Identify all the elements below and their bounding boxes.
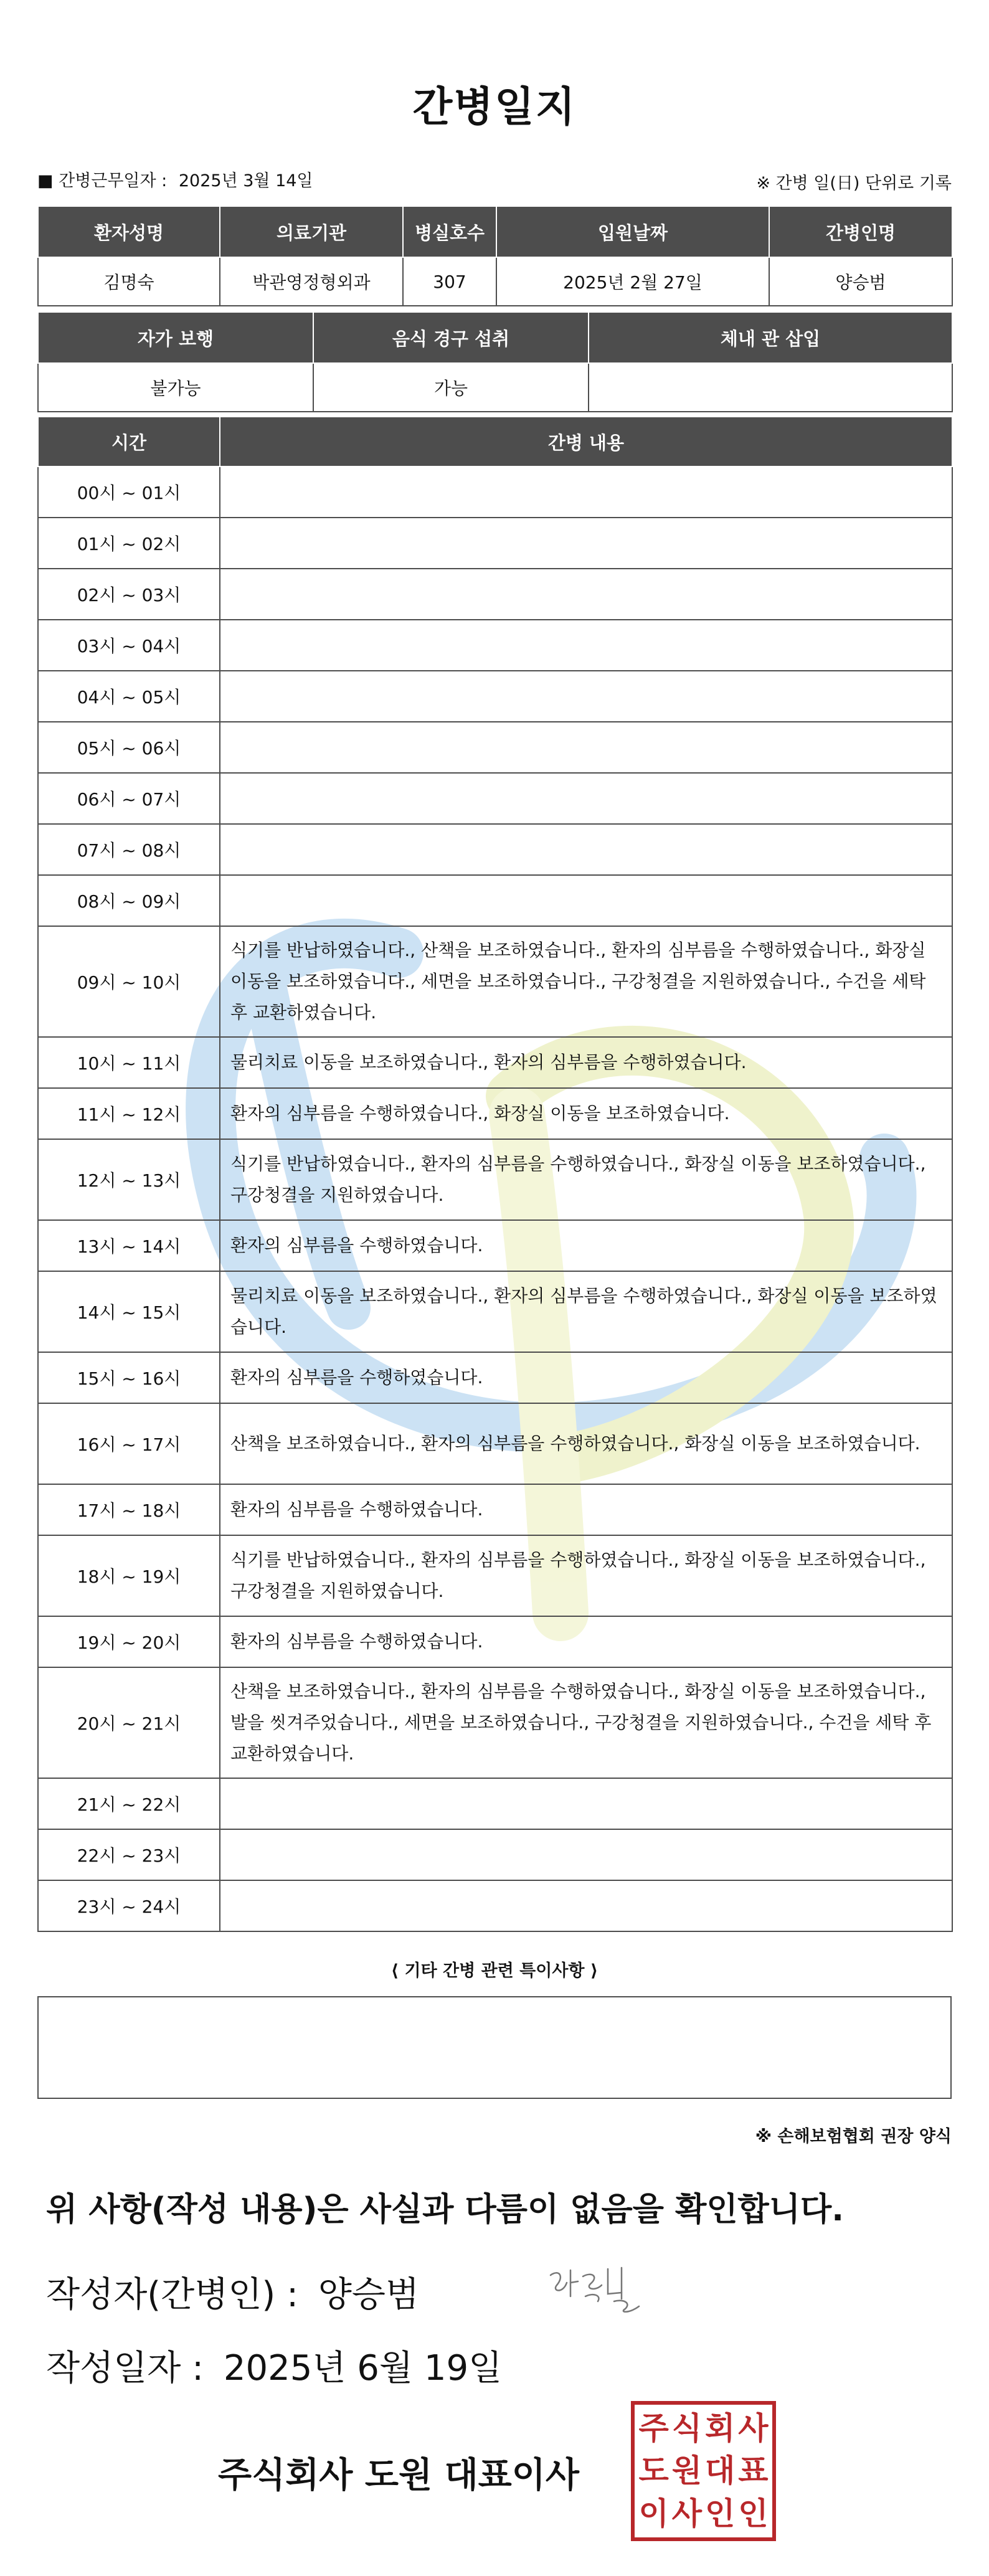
header-oral-intake: 음식 경구 섭취 [313,312,589,363]
remarks-title: ⟨ 기타 간병 관련 특이사항 ⟩ [390,1961,599,1981]
work-date-row [37,167,313,191]
form-note: ※ 손해보험협회 권장 양식 [755,2127,952,2146]
content-cell [220,722,952,773]
time-cell: 00시 ~ 01시 [38,466,220,518]
content-cell: 산책을 보조하였습니다., 환자의 심부름을 수행하였습니다., 화장실 이동을 보조하였습니다. [220,1403,952,1484]
table-row [38,1484,952,1535]
tube-insertion-value [589,363,952,412]
table-row [38,1829,952,1880]
time-cell: 17시 ~ 18시 [38,1484,220,1535]
time-cell: 01시 ~ 02시 [38,518,220,569]
content-cell [220,518,952,569]
care-log-header [38,417,952,466]
header-care-content: 간병 내용 [220,417,952,466]
content-cell [220,466,952,518]
oral-intake-value: 가능 [313,363,589,412]
header-time: 시간 [38,417,220,466]
content-cell [220,773,952,824]
caregiver-name: 양승범 [769,257,952,306]
table-row [38,773,952,824]
table-row [38,1220,952,1271]
handwritten-signature [546,2258,645,2314]
time-cell: 16시 ~ 17시 [38,1403,220,1484]
time-cell: 15시 ~ 16시 [38,1352,220,1403]
time-cell: 11시 ~ 12시 [38,1088,220,1139]
work-date-value: 2025년 3월 14일 [178,171,313,191]
table-row [38,875,952,926]
header-self-walking: 자가 보행 [38,312,313,363]
table-row [38,1880,952,1931]
table-row [38,1352,952,1403]
content-cell [220,569,952,620]
content-cell [220,1829,952,1880]
self-walking-value: 불가능 [38,363,313,412]
content-cell: 물리치료 이동을 보조하였습니다., 환자의 심부름을 수행하였습니다. [220,1037,952,1088]
header-tube-insertion: 체내 관 삽입 [589,312,952,363]
time-cell: 05시 ~ 06시 [38,722,220,773]
time-cell: 21시 ~ 22시 [38,1778,220,1829]
content-cell [220,620,952,671]
room-number: 307 [403,257,496,306]
admission-date: 2025년 2월 27일 [496,257,769,306]
table-row [38,824,952,875]
content-cell: 식기를 반납하였습니다., 산책을 보조하였습니다., 환자의 심부름을 수행하였습니다., 화장실 이동을 보조하였습니다., 세면을 보조하였습니다., 구강청결을 지원하였습니다., 수건을 세탁 후 교환하였습니다. [220,926,952,1037]
time-cell: 23시 ~ 24시 [38,1880,220,1931]
written-date-row [46,2341,502,2390]
table-row [38,926,952,1037]
table-row [38,1616,952,1667]
table-row [38,1037,952,1088]
time-cell: 19시 ~ 20시 [38,1616,220,1667]
hospital-name: 박관영정형외과 [220,257,403,306]
table-row [38,671,952,722]
time-cell: 03시 ~ 04시 [38,620,220,671]
time-cell: 10시 ~ 11시 [38,1037,220,1088]
time-cell: 20시 ~ 21시 [38,1667,220,1778]
care-log-table [37,416,953,1932]
writer-row [46,2267,419,2317]
time-cell: 06시 ~ 07시 [38,773,220,824]
table-row [38,518,952,569]
written-date-label: 작성일자 : [46,2348,204,2389]
table-row [38,620,952,671]
work-date-label: ■ 간병근무일자 : [37,171,168,191]
content-cell: 산책을 보조하였습니다., 환자의 심부름을 수행하였습니다., 화장실 이동을 보조하였습니다., 발을 씻겨주었습니다., 세면을 보조하였습니다., 구강청결을 지원하였습니다., 수건을 세탁 후 교환하였습니다. [220,1667,952,1778]
writer-name: 양승범 [318,2275,420,2315]
time-cell: 22시 ~ 23시 [38,1829,220,1880]
patient-info-values [38,257,952,306]
time-cell: 09시 ~ 10시 [38,926,220,1037]
table-row [38,1088,952,1139]
table-row [38,1535,952,1616]
header-patient-name: 환자성명 [38,206,220,257]
patient-info-table [37,206,953,306]
time-cell: 02시 ~ 03시 [38,569,220,620]
status-values [38,363,952,412]
content-cell [220,824,952,875]
time-cell: 13시 ~ 14시 [38,1220,220,1271]
patient-info-header [38,206,952,257]
content-cell: 물리치료 이동을 보조하였습니다., 환자의 심부름을 수행하였습니다., 화장실 이동을 보조하였습니다. [220,1271,952,1352]
table-row [38,569,952,620]
content-cell: 환자의 심부름을 수행하였습니다. [220,1220,952,1271]
header-hospital: 의료기관 [220,206,403,257]
content-cell [220,875,952,926]
content-cell: 환자의 심부름을 수행하였습니다., 화장실 이동을 보조하였습니다. [220,1088,952,1139]
time-cell: 18시 ~ 19시 [38,1535,220,1616]
remarks-box [37,1996,952,2099]
content-cell: 식기를 반납하였습니다., 환자의 심부름을 수행하였습니다., 화장실 이동을 보조하였습니다., 구강청결을 지원하였습니다. [220,1139,952,1220]
content-cell: 식기를 반납하였습니다., 환자의 심부름을 수행하였습니다., 화장실 이동을 보조하였습니다., 구강청결을 지원하였습니다. [220,1535,952,1616]
unit-note: ※ 간병 일(日) 단위로 기록 [756,174,952,193]
time-cell: 07시 ~ 08시 [38,824,220,875]
content-cell: 환자의 심부름을 수행하였습니다. [220,1616,952,1667]
table-row [38,1778,952,1829]
status-header [38,312,952,363]
header-admission-date: 입원날짜 [496,206,769,257]
time-cell: 08시 ~ 09시 [38,875,220,926]
content-cell [220,671,952,722]
time-cell: 04시 ~ 05시 [38,671,220,722]
header-caregiver: 간병인명 [769,206,952,257]
content-cell: 환자의 심부름을 수행하였습니다. [220,1352,952,1403]
patient-status-table [37,311,953,412]
table-row [38,1403,952,1484]
writer-label: 작성자(간병인) : [46,2275,298,2315]
table-row [38,466,952,518]
header-room: 병실호수 [403,206,496,257]
company-representative: 주식회사 도원 대표이사 [218,2455,579,2496]
content-cell: 환자의 심부름을 수행하였습니다. [220,1484,952,1535]
page-title: 간병일지 [412,83,577,131]
table-row [38,1139,952,1220]
written-date: 2025년 6월 19일 [223,2348,503,2389]
table-row [38,1667,952,1778]
confirmation-statement: 위 사항(작성 내용)은 사실과 다름이 없음을 확인합니다. [46,2191,845,2228]
time-cell: 12시 ~ 13시 [38,1139,220,1220]
patient-name: 김명숙 [38,257,220,306]
content-cell [220,1880,952,1931]
time-cell: 14시 ~ 15시 [38,1271,220,1352]
table-row [38,722,952,773]
content-cell [220,1778,952,1829]
table-row [38,1271,952,1352]
company-seal-stamp: 주 식 회 사 도 원 대 표 이 사 인 인 [631,2401,776,2541]
